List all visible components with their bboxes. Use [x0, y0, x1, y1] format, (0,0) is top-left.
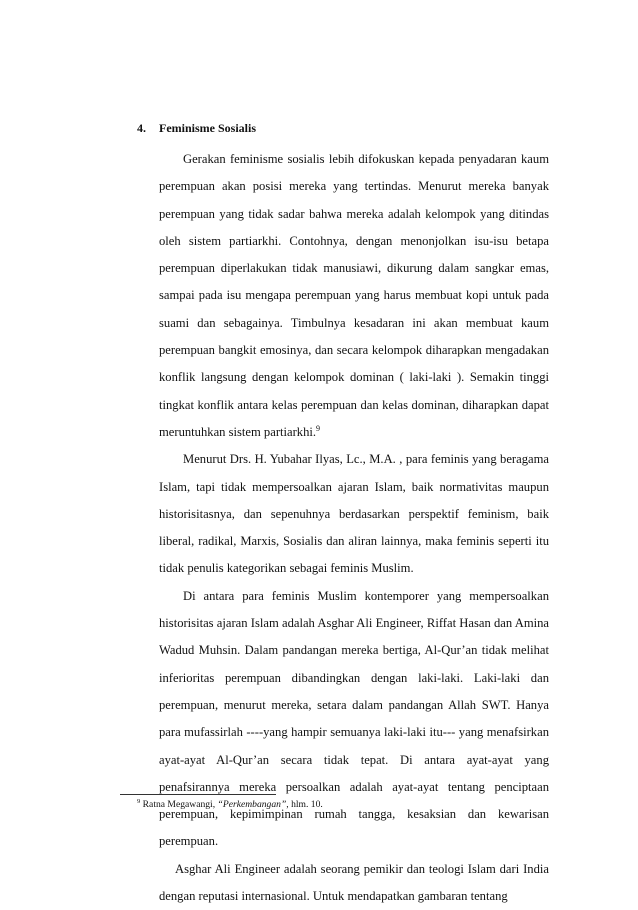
footnote-divider: [120, 794, 276, 795]
paragraph: [159, 583, 549, 856]
paragraph-text: Asghar Ali Engineer adalah seorang pemikir dan teologi Islam dari India dengan reputasi internasional. Untuk mendapatkan gambaran tentang: [159, 861, 549, 904]
footnote-reference[interactable]: 9: [316, 423, 321, 433]
section-heading: [137, 118, 256, 138]
paragraph: [159, 446, 549, 582]
footnote-author: Ratna Megawangi,: [142, 799, 216, 810]
section-title: Feminisme Sosialis: [159, 121, 257, 135]
footnote-title: “Perkembangan”: [217, 799, 287, 810]
body-text: [159, 146, 549, 910]
paragraph: [159, 856, 549, 910]
paragraph-text: Di antara para feminis Muslim kontemporer yang mempersoalkan historisitas ajaran Islam adalah Asghar Ali Engineer, Riffat Hasan dan Amina Wadud Muhsin. Dalam pandangan mereka bertiga, Al-Qur’an tidak melihat inferioritas perempuan dibandingkan dengan laki-laki. Laki-laki dan perempuan, menurut mereka, setara dalam pandangan Allah SWT. Hanya para mufassirlah ----yang hampir semuanya laki-laki itu--- yang menafsirkan ayat-ayat Al-Qur’an secara tidak tepat. Di antara ayat-ayat yang penafsirannya mereka persoalkan adalah ayat-ayat tentang penciptaan perempuan, kepimimpinan rumah tangga, kesaksian dan kewarisan perempuan.: [159, 588, 549, 849]
paragraph: [159, 146, 549, 446]
section-number: 4.: [137, 121, 146, 135]
footnote-number: 9: [137, 797, 141, 805]
paragraph-text: Gerakan feminisme sosialis lebih difokuskan kepada penyadaran kaum perempuan akan posisi mereka yang tertindas. Menurut mereka banyak perempuan yang tidak sadar bahwa mereka adalah kelompok yang ditindas oleh sistem partiarkhi. Contohnya, dengan menonjolkan isu-isu betapa perempuan diperlakukan tidak manusiawi, dikurung dalam sangkar emas, sampai pada isu mengapa perempuan yang harus membuat kopi untuk pada suami dan sebagainya. Timbulnya kesadaran ini akan membuat kaum perempuan bangkit emosinya, dan secara kelompok diharapkan mengadakan konflik langsung dengan kelompok dominan ( laki-laki ). Semakin tinggi tingkat konflik antara kelas perempuan dan kelas dominan, diharapkan dapat meruntuhkan sistem partiarkhi.: [159, 152, 549, 439]
footnote: [137, 798, 537, 812]
footnote-rest: , hlm. 10.: [286, 799, 323, 810]
paragraph-text: Menurut Drs. H. Yubahar Ilyas, Lc., M.A. , para feminis yang beragama Islam, tapi tidak mempersoalkan ajaran Islam, baik normativitas maupun historisitasnya, dan sepenuhnya berdasarkan perspektif feminism, baik liberal, radikal, Marxis, Sosialis dan aliran lainnya, maka feminis seperti itu tidak penulis kategorikan sebagai feminis Muslim.: [159, 452, 549, 576]
